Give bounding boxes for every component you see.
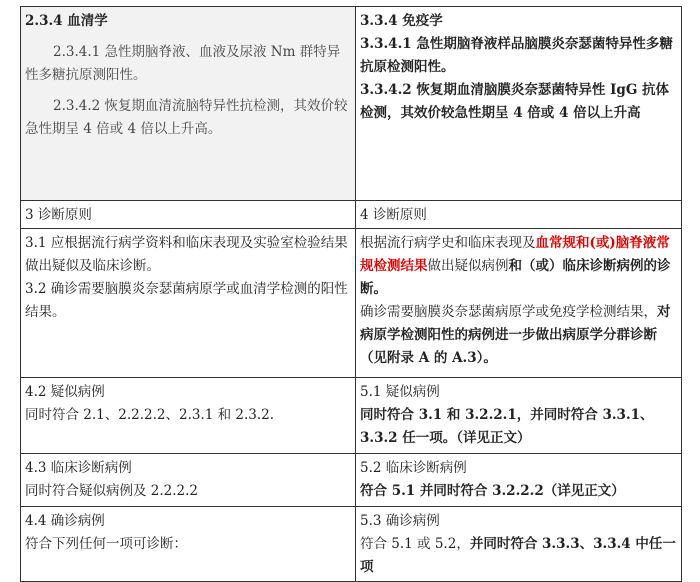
comparison-table: [20, 6, 682, 582]
cell-clinical-old: [21, 454, 356, 506]
paragraph-confirm-new: [360, 301, 677, 370]
text-43: 同时符合疑似病例及 2.2.2.2: [25, 483, 199, 499]
heading-53: 5.3 确诊病例: [360, 513, 440, 529]
paragraph-2341: 2.3.4.1 急性期脑脊液、血液及尿液 Nm 群特异性多糖抗原测阳性。: [25, 44, 341, 83]
cell-principle-body-old: [21, 229, 356, 377]
cell-clinical-new: [356, 454, 682, 506]
text-53: [360, 533, 677, 579]
text-segment: 确诊需要脑膜炎奈瑟菌病原学或免疫学检测结果，: [360, 304, 657, 320]
text-segment: 符合 5.1 或 5.2，: [360, 536, 470, 552]
heading-43: 4.3 临床诊断病例: [25, 460, 132, 476]
text-segment-bold: 和（或）临床诊断病例的诊断。: [360, 258, 671, 297]
paragraph-3342: 3.3.4.2 恢复期血清脑膜炎奈瑟菌特异性 IgG 抗体检测，其效价较急性期呈 4 倍或 4 倍以上升高: [360, 82, 670, 121]
paragraph-32: 3.2 确诊需要脑膜炎奈瑟菌病原学或血清学检测的阳性结果。: [25, 281, 348, 320]
heading-principle-old: 3 诊断原则: [25, 207, 92, 223]
cell-confirmed-new: [356, 507, 682, 581]
cell-confirmed-old: [21, 507, 356, 581]
text-segment-bold: 对病原学检测阳性的病例进一步做出病原学分群诊断（见附录 A 的 A.3）。: [360, 304, 671, 366]
section-title-immunology: 3.3.4 免疫学: [360, 13, 443, 29]
paragraph-3341: 3.3.4.1 急性期脑脊液样品脑膜炎奈瑟菌特异性多糖抗原检测阳性。: [360, 36, 673, 75]
text-42: 同时符合 2.1、2.2.2.2、2.3.1 和 2.3.2.: [25, 407, 275, 423]
table-row-clinical: [21, 454, 682, 507]
cell-suspected-new: [356, 378, 682, 453]
text-44: 符合下列任何一项可诊断：: [25, 536, 187, 552]
table-row-confirmed: [21, 507, 682, 582]
cell-immunology-new: [356, 7, 682, 200]
paragraph-principle-new: [360, 232, 677, 301]
heading-principle-new: 4 诊断原则: [360, 207, 427, 223]
text-51: 同时符合 3.1 和 3.2.2.1，并同时符合 3.3.1、3.3.2 任一项。（详见正文）: [360, 407, 654, 446]
heading-42: 4.2 疑似病例: [25, 384, 105, 400]
text-segment: 根据流行病学史和临床表现及: [360, 235, 536, 251]
cell-principle-old: [21, 201, 356, 228]
paragraph-31: 3.1 应根据流行病学资料和临床表现及实验室检验结果做出疑似及临床诊断。: [25, 235, 348, 274]
text-segment-bold: 并同时符合 3.3.3、3.3.4 中任一项: [360, 536, 676, 575]
heading-44: 4.4 确诊病例: [25, 513, 105, 529]
table-row-principle-heading: [21, 201, 682, 229]
table-row-suspected: [21, 378, 682, 454]
cell-serology-old: [21, 7, 356, 200]
table-row-principle-body: [21, 229, 682, 378]
heading-52: 5.2 临床诊断病例: [360, 460, 467, 476]
paragraph-2342: 2.3.4.2 恢复期血清流脑特异性抗检测，其效价较急性期呈 4 倍或 4 倍以上升高。: [25, 98, 348, 137]
table-row-serology: [21, 7, 682, 201]
text-segment: 做出疑似病例: [427, 258, 509, 274]
cell-principle-body-new: [356, 229, 682, 377]
text-52: 符合 5.1 并同时符合 3.2.2.2（详见正文）: [360, 483, 625, 499]
highlight-red-text: 血常规和(或)脑脊液常规检测结果: [360, 235, 670, 274]
cell-suspected-old: [21, 378, 356, 453]
section-title-serology: 2.3.4 血清学: [25, 13, 108, 29]
cell-principle-new: [356, 201, 682, 228]
heading-51: 5.1 疑似病例: [360, 384, 440, 400]
